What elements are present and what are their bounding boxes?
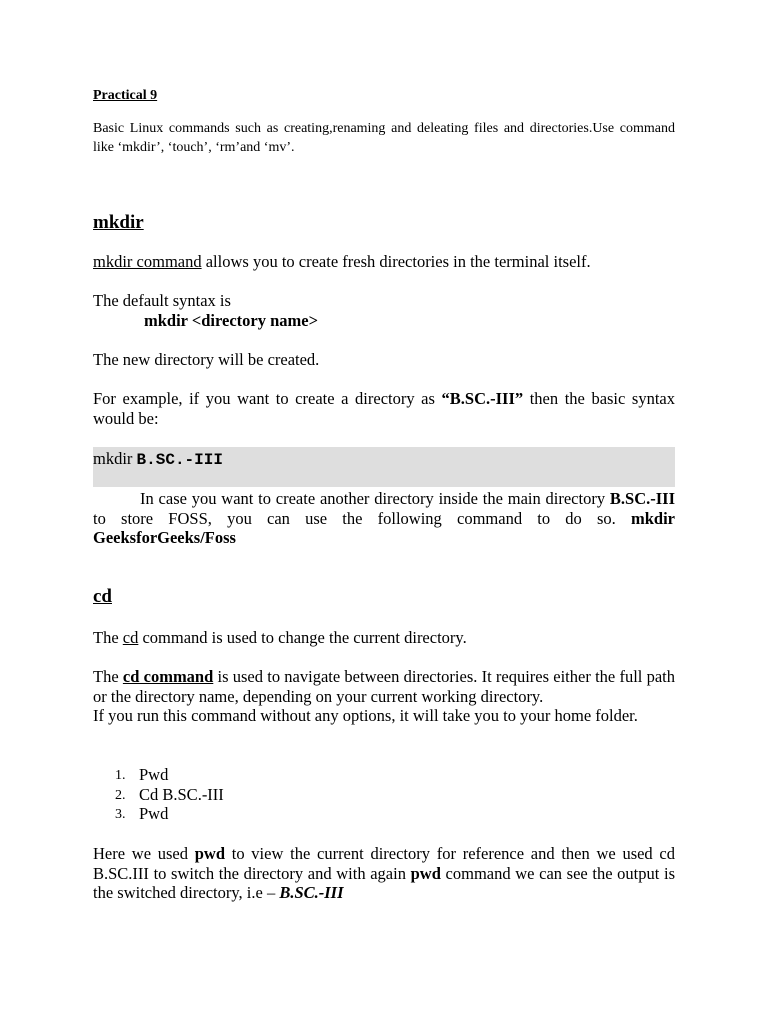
steps-list <box>93 765 675 824</box>
final-pwd-2: pwd <box>410 863 441 883</box>
nested-command: mkdir GeeksforGeeks/Foss <box>93 508 675 547</box>
mkdir-heading: mkdir <box>93 212 144 233</box>
created-text: The new directory will be created. <box>93 350 320 369</box>
example-post: then the basic syntax would be: <box>93 389 676 428</box>
final-pwd-1: pwd <box>194 844 226 863</box>
list-text: Pwd <box>139 765 169 784</box>
nested-paragraph <box>93 489 675 548</box>
mkdir-command-link[interactable]: mkdir command <box>93 252 202 271</box>
intro-paragraph: Basic Linux commands such as creating,renaming and deleating files and directories.Use command like ‘mkdir’, ‘touch’, ‘rm’and ‘mv’. <box>93 121 675 155</box>
cd-p2-pre: The <box>93 667 123 686</box>
final-pre: Here we used <box>93 844 195 863</box>
list-text: Pwd <box>139 804 169 823</box>
example-dirname: “B.SC.-III” <box>441 389 524 408</box>
list-text: Cd B.SC.-III <box>139 784 224 804</box>
cd-p3: If you run this command without any options, it will take you to your home folder. <box>93 706 638 725</box>
cd-p1-post: command is used to change the current directory. <box>138 628 467 647</box>
mkdir-description-text: allows you to create fresh directories in the terminal itself. <box>201 252 591 271</box>
list-number: 3. <box>115 807 126 822</box>
nested-pre: In case you want to create another directory inside the main directory <box>140 489 610 508</box>
practical-title: Practical 9 <box>93 88 158 103</box>
code-block <box>93 447 675 487</box>
cd-command-link[interactable]: cd command <box>122 667 214 686</box>
list-number: 2. <box>115 787 126 803</box>
list-item <box>93 765 675 785</box>
cd-paragraph-2 <box>93 667 675 726</box>
list-item <box>93 804 675 824</box>
list-item <box>93 785 675 805</box>
final-post: command we can see the output is the switched directory, i.e – <box>93 863 676 902</box>
final-dirname: B.SC.-III <box>279 883 344 902</box>
cd-p2-post: is used to navigate between directories. It requires either the full path or the directory name, depending on your current working directory. <box>93 667 676 706</box>
cd-link[interactable]: cd <box>122 628 139 647</box>
cd-heading: cd <box>93 586 112 607</box>
syntax-line: mkdir <directory name> <box>144 311 319 330</box>
cd-paragraph-1 <box>93 628 675 648</box>
code-argument: B.SC.-III <box>136 451 223 469</box>
code-command: mkdir <box>93 449 137 468</box>
nested-main-dir: B.SC.-III <box>609 489 675 508</box>
final-mid: to view the current directory for reference and then we used cd B.SC.III to switch the directory and with again <box>93 844 675 883</box>
final-paragraph <box>93 844 675 903</box>
mkdir-description <box>93 252 675 272</box>
example-paragraph <box>93 389 675 428</box>
nested-mid: to store FOSS, you can use the following command to do so. <box>93 508 631 528</box>
list-number: 1. <box>115 768 126 783</box>
syntax-intro: The default syntax is <box>93 291 231 310</box>
example-pre: For example, if you want to create a directory as <box>93 389 442 408</box>
cd-p1-pre: The <box>93 628 123 647</box>
